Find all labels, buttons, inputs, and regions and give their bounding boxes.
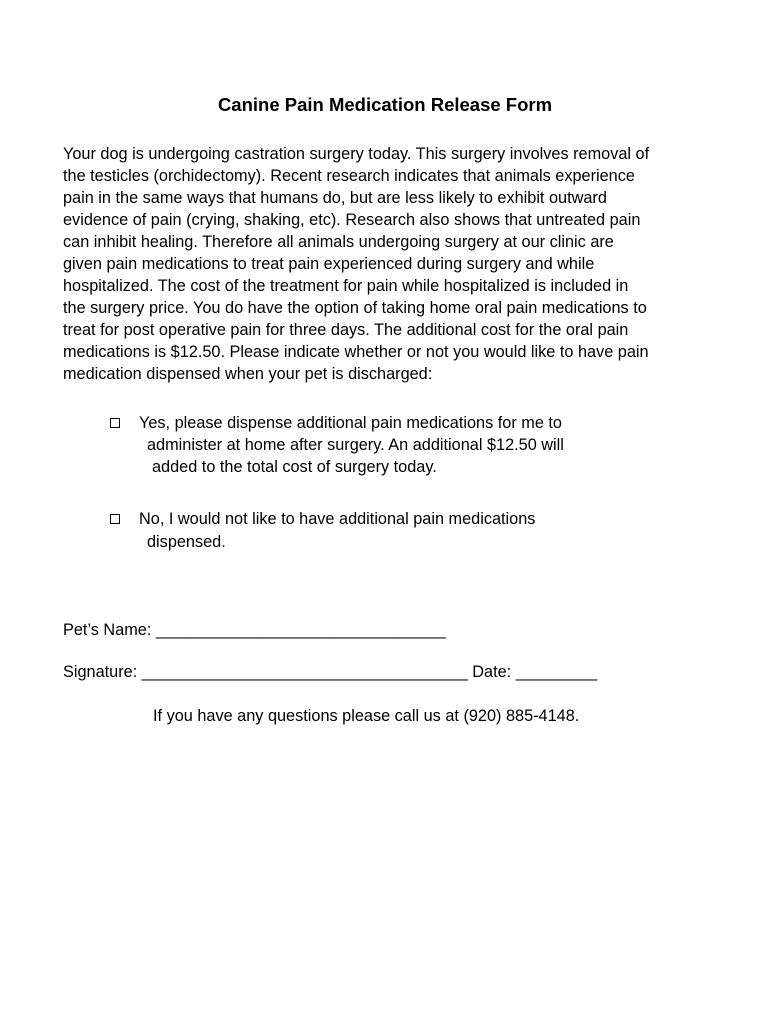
body-line: hospitalized. The cost of the treatment for pain while hospitalized is included in [63, 277, 629, 295]
body-line: medication dispensed when your pet is discharged: [63, 365, 433, 383]
body-line: medications is $12.50. Please indicate whether or not you would like to have pain [63, 343, 649, 361]
pets-name-field[interactable]: ________________________________ [155, 621, 446, 639]
body-line: evidence of pain (crying, shaking, etc). Research also shows that untreated pain [63, 211, 641, 229]
date-label: Date: [472, 663, 512, 681]
no-checkbox[interactable] [110, 514, 120, 524]
body-line: pain in the same ways that humans do, but are less likely to exhibit outward [63, 189, 607, 207]
option-no-line: No, I would not like to have additional pain medications [139, 510, 536, 528]
body-line: Your dog is undergoing castration surgery today. This surgery involves removal of [63, 145, 650, 163]
option-yes-line: administer at home after surgery. An additional $12.50 will [147, 436, 564, 454]
option-yes-line: Yes, please dispense additional pain medications for me to [139, 414, 562, 432]
option-no-line: dispensed. [147, 533, 226, 551]
body-line: the testicles (orchidectomy). Recent research indicates that animals experience [63, 167, 635, 185]
date-field[interactable]: _________ [515, 663, 598, 681]
body-line: given pain medications to treat pain experienced during surgery and while [63, 255, 595, 273]
yes-checkbox[interactable] [110, 418, 120, 428]
option-yes-line: added to the total cost of surgery today. [152, 458, 437, 476]
body-line: the surgery price. You do have the option of taking home oral pain medications to [63, 299, 647, 317]
body-line: can inhibit healing. Therefore all animals undergoing surgery at our clinic are [63, 233, 614, 251]
signature-field[interactable]: ____________________________________ [141, 663, 468, 681]
contact-footer: If you have any questions please call us at (920) 885-4148. [153, 707, 580, 725]
form-title: Canine Pain Medication Release Form [217, 94, 553, 115]
signature-row [63, 662, 597, 682]
pets-name-label: Pet’s Name: [63, 621, 152, 639]
pets-name-row [63, 620, 446, 640]
body-line: treat for post operative pain for three days. The additional cost for the oral pain [63, 321, 629, 339]
signature-label: Signature: [63, 663, 138, 681]
